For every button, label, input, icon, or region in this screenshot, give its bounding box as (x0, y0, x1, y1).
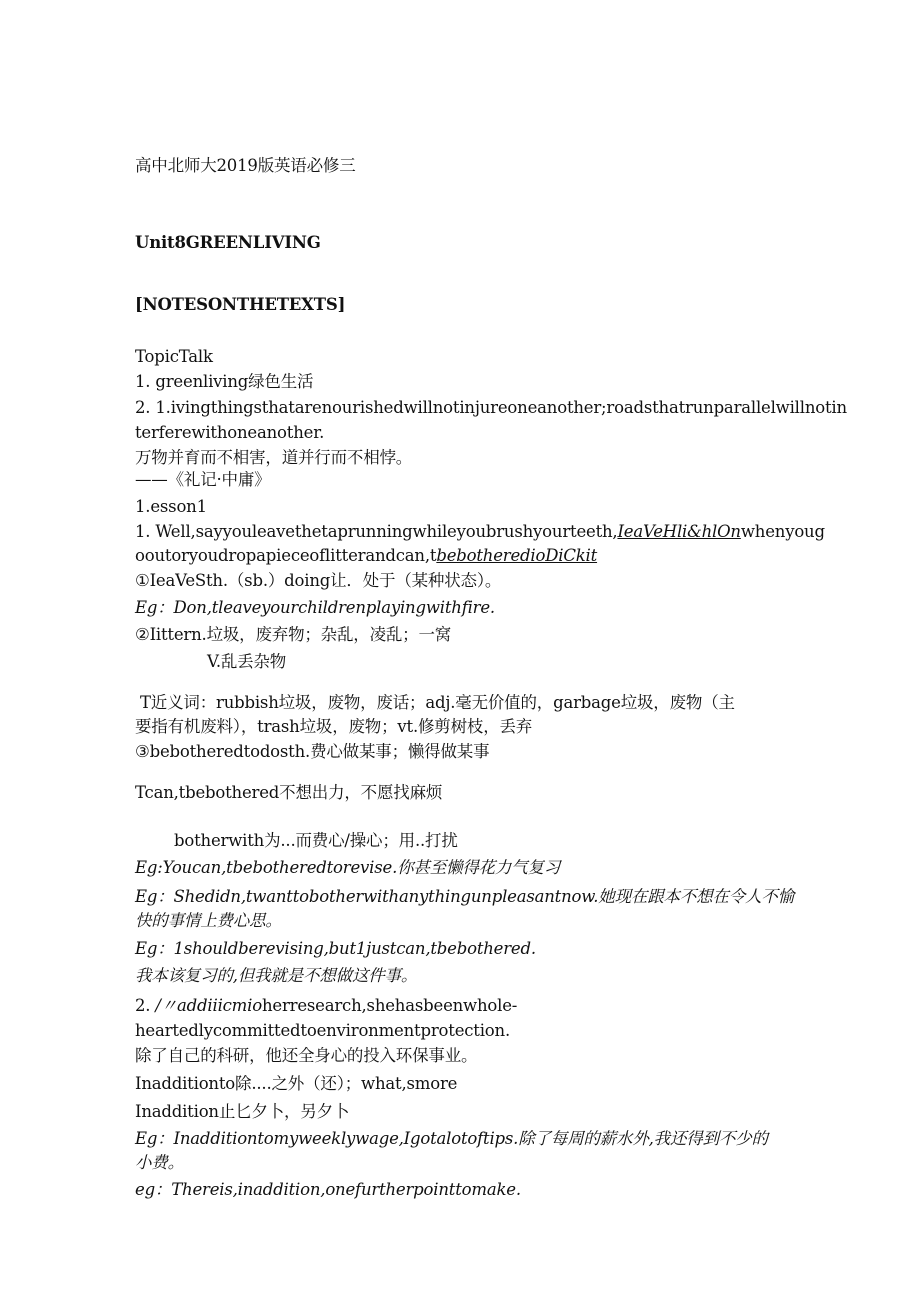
lesson-item-2-line1 (135, 995, 517, 1017)
section-title: [NOTESONTHETEXTS] (135, 295, 346, 314)
point-2: ②Iittern.垃圾，废弃物；杂乱，凌乱；一窝 (135, 625, 452, 644)
topic-item-1: 1. greenliving绿色生活 (135, 372, 314, 391)
lesson-item-2-text: herresearch,shehasbeenwhole- (261, 996, 518, 1015)
example-1: Eg：Don,tleaveyourchildrenplayingwithfire. (135, 598, 495, 617)
example-2: Eg:Youcan,tbebotheredtorevise.你甚至懒得花力气复习 (135, 858, 561, 877)
lesson-heading: 1.esson1 (135, 497, 207, 516)
unit-title: Unit8GREENLIVING (135, 233, 321, 252)
underlined-phrase-2: bebotheredioDiCkit (436, 546, 598, 565)
cant-be-bothered: Tcan,tbebothered不想出力，不愿找麻烦 (135, 783, 443, 802)
lesson-item-1-text-2: ooutoryoudropapieceoflitterandcan,t (135, 546, 437, 565)
example-5-line1: Eg：Inadditiontomyweeklywage,Igotalotoftips.除了每周的薪水外,我还得到不少的 (135, 1129, 768, 1148)
lesson-item-2-chinese: 除了自己的科研，他还全身心的投入环保事业。 (135, 1046, 478, 1065)
topic-item-2-line2: terferewithoneanother. (135, 423, 325, 442)
synonyms-line1: T近义词：rubbish垃圾，废物，废话；adj.毫无价值的，garbage垃圾，废物（主 (140, 693, 735, 712)
lesson-item-1-line2 (135, 545, 597, 567)
bother-with: botherwith为...而费心/操心；用..打扰 (174, 831, 458, 850)
point-2-verb: V.乱丢杂物 (207, 652, 287, 671)
synonyms-line2: 要指有机废料），trash垃圾，废物；vt.修剪树枝，丢弃 (135, 717, 533, 736)
example-5-line2: 小费。 (135, 1153, 184, 1172)
example-6: eg：Thereis,inaddition,onefurtherpointtomake. (135, 1180, 521, 1199)
example-3-line1: Eg：Shedidn,twanttobotherwithanythingunpleasantnow.她现在跟本不想在令人不愉 (135, 887, 794, 906)
lesson-item-2-line2: heartedlycommittedtoenvironmentprotection. (135, 1021, 511, 1040)
example-4-line1: Eg：1shouldberevising,but1justcan,tbebothered. (135, 939, 536, 958)
topic-item-2-source: ——《礼记·中庸》 (135, 470, 271, 489)
doc-header: 高中北师大2019版英语必修三 (135, 156, 356, 175)
in-addition: Inaddition止匕夕卜，另夕卜 (135, 1102, 350, 1121)
example-3-line2: 快的事情上费心思。 (135, 911, 282, 930)
point-1: ①IeaVeSth.（sb.）doing让．处于（某种状态）。 (135, 571, 502, 590)
topic-item-2-line1: 2. 1.ivingthingsthatarenourishedwillnotinjureoneanother;roadsthatrunparallelwillnotin (135, 398, 847, 417)
example-4-line2: 我本该复习的,但我就是不想做这件事。 (135, 966, 418, 985)
topic-talk-heading: TopicTalk (135, 347, 213, 366)
underlined-phrase: IeaVeHli&hlOn (617, 522, 741, 541)
in-addition-to: Inadditionto除....之外（还）；what,smore (135, 1074, 458, 1093)
lesson-item-2-number: 2. (135, 996, 156, 1015)
topic-item-2-chinese: 万物并育而不相害，道并行而不相悖。 (135, 448, 413, 467)
lesson-item-1-text-end: whenyoug (740, 522, 825, 541)
lesson-item-2-phrase: /〃addiiicmio (155, 996, 262, 1015)
lesson-item-1-text: 1. Well,sayyouleavethetaprunningwhileyoubrushyourteeth, (135, 522, 618, 541)
lesson-item-1-line1 (135, 521, 825, 543)
point-3: ③bebotheredtodosth.费心做某事；懒得做某事 (135, 742, 490, 761)
